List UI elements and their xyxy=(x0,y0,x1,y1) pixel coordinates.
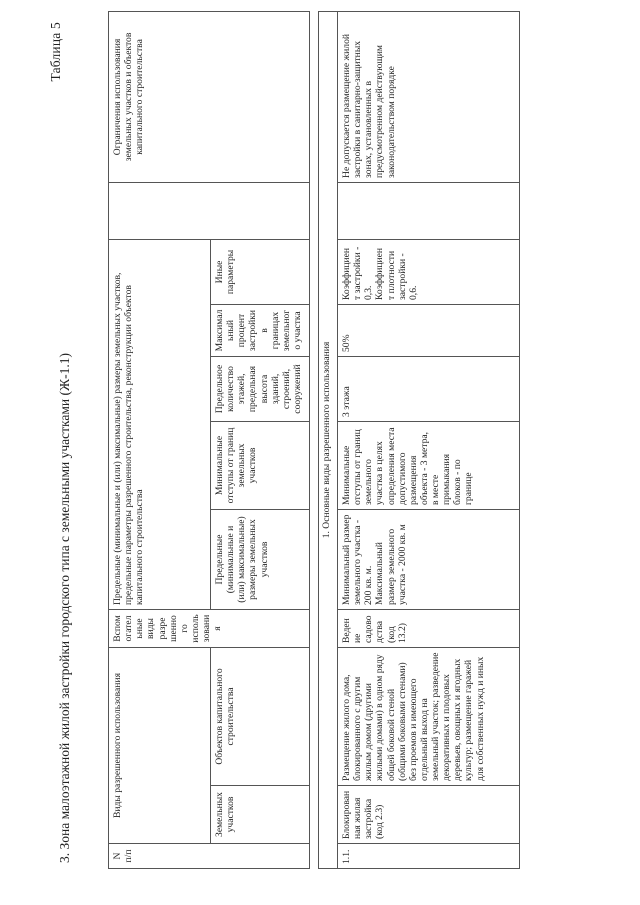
header-uses: Виды разрешенного использования xyxy=(109,648,211,844)
table-row xyxy=(338,11,520,868)
table-number: Таблица 5 xyxy=(48,22,63,82)
cell-setbacks: Минимальные отступы от границ земельного участка в целях определения места допустимого размещения объекта - 3 метра, в месте примыкания блоков - по границе xyxy=(338,422,520,510)
document-title: 3. Зона малоэтажной жилой застройки городского типа с земельными участками (Ж-1.1) xyxy=(57,353,72,863)
cell-coverage: 50% xyxy=(338,305,520,357)
regulations-table xyxy=(108,11,520,869)
header-num: N п/п xyxy=(109,844,310,869)
cell-objects: Размещение жилого дома, блокированного с другим жилым домом (другими жилыми домами) в одном ряду общей боковой стеной (общими боковыми стенами) без проемов и имеющего отдельный выход на земельный участок; разведение декоративных и плодовых деревьев, овощных и ягодных культур; размещение гаражей для собственных нужд и иных xyxy=(338,648,520,786)
section-row xyxy=(319,11,338,868)
header-other: Иные параметры xyxy=(211,239,310,304)
cell-aux: Ведение садоводства (код 13.2) xyxy=(338,610,520,648)
header-aux: Вспомогательные виды разрешенного использования xyxy=(109,610,310,648)
spacer-row xyxy=(310,11,319,868)
cell-land: Блокированная жилая застройка (код 2.3) xyxy=(338,786,520,844)
cell-num: 1.1. xyxy=(338,844,520,869)
header-land: Земельных участков xyxy=(211,786,310,844)
cell-floors: 3 этажа xyxy=(338,357,520,422)
header-empty xyxy=(109,182,310,239)
cell-other: Коэффициент застройки - 0,3. Коэффициент плотности застройки - 0,6. xyxy=(338,239,520,304)
header-row-1 xyxy=(109,11,211,868)
header-plot-size: Предельные (минимальные и (или) максимальные) размеры земельных участков xyxy=(211,510,310,610)
header-floors: Предельное количество этажей, предельная высота зданий, строений, сооружений xyxy=(211,357,310,422)
header-coverage: Максимальный процент застройки в границах земельного участка xyxy=(211,305,310,357)
section-title: 1. Основные виды разрешенного использования xyxy=(319,11,338,868)
cell-plot-size: Минимальный размер земельного участка - 200 кв. м. Максимальный размер земельного участка - 2000 кв. м xyxy=(338,510,520,610)
header-limits: Ограничения использования земельных участков и объектов капитального строительства xyxy=(109,11,310,182)
header-params: Предельные (минимальные и (или) максимальные) размеры земельных участков, предельные параметры разрешенного строительства, реконструкции объектов капитального строительства xyxy=(109,239,211,609)
cell-limits: Не допускается размещение жилой застройки в санитарно-защитных зонах, установленных в предусмотренном действующим законодательством порядке xyxy=(338,11,520,182)
cell-empty xyxy=(338,182,520,239)
header-setbacks: Минимальные отступы от границ земельных участков xyxy=(211,422,310,510)
header-objects: Объектов капитального строительства xyxy=(211,648,310,786)
